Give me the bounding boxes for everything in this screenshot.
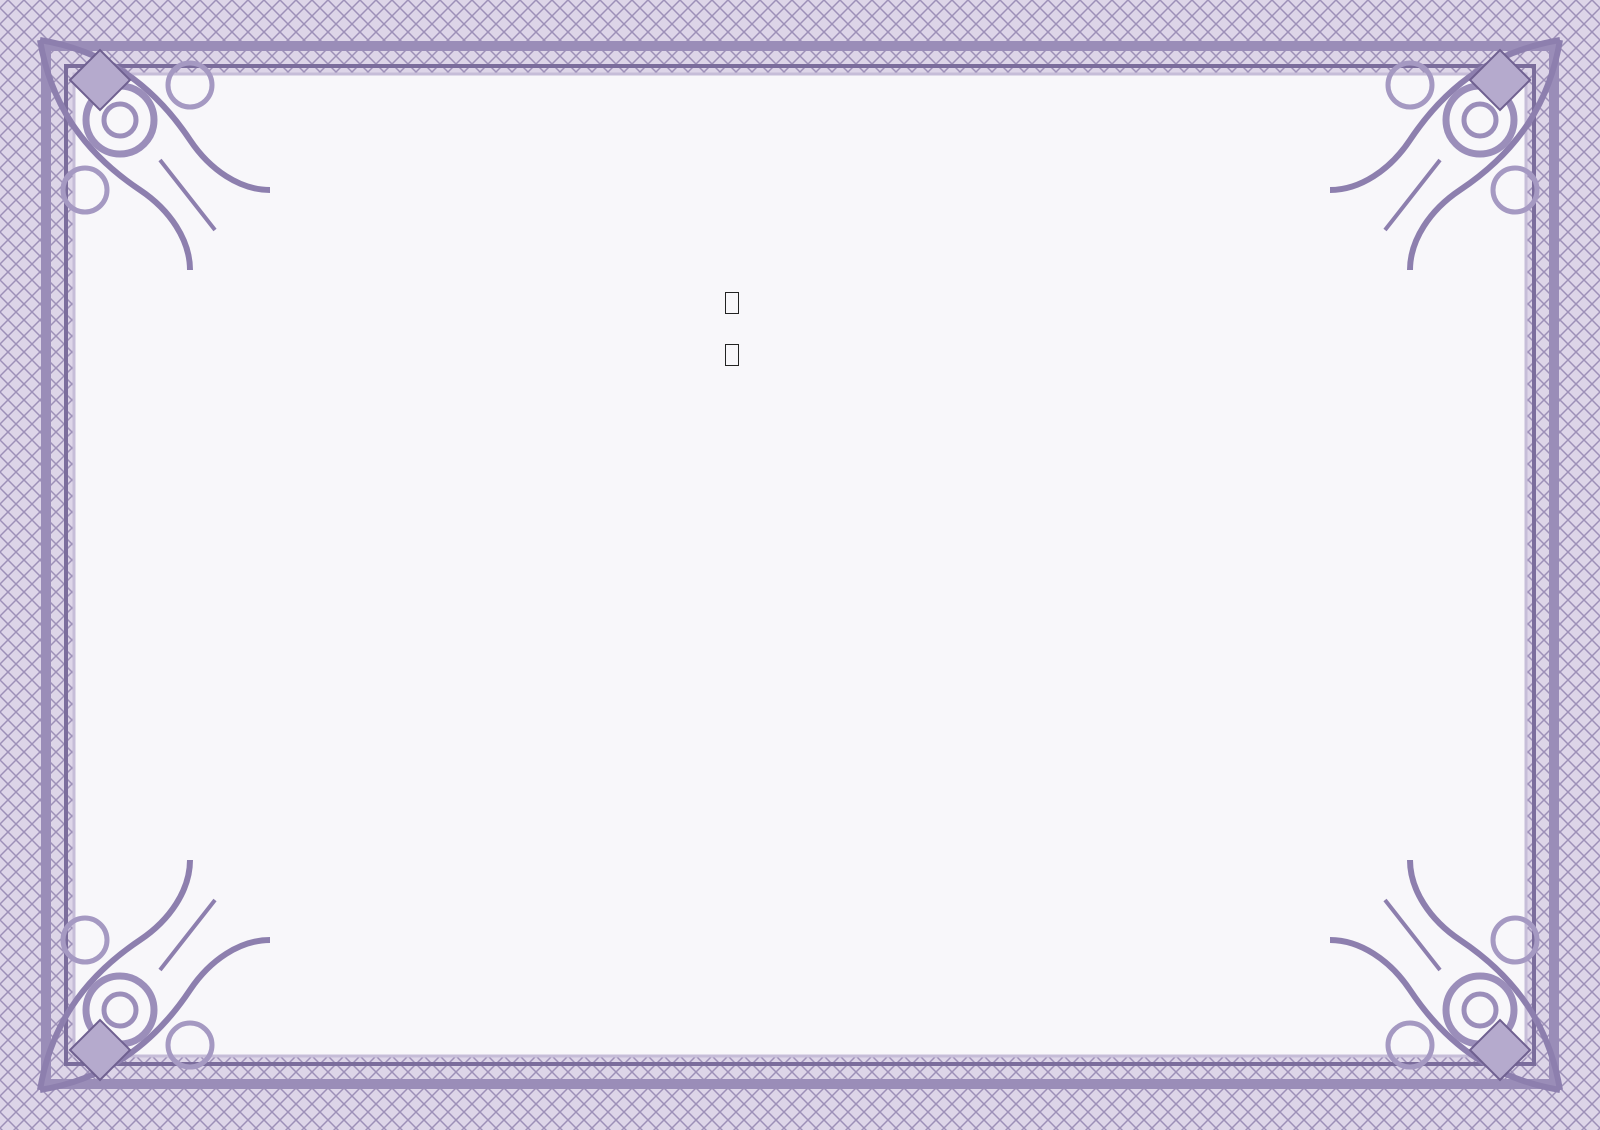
- bullet-box-icon: [725, 292, 739, 314]
- bullet-box-icon: [725, 344, 739, 366]
